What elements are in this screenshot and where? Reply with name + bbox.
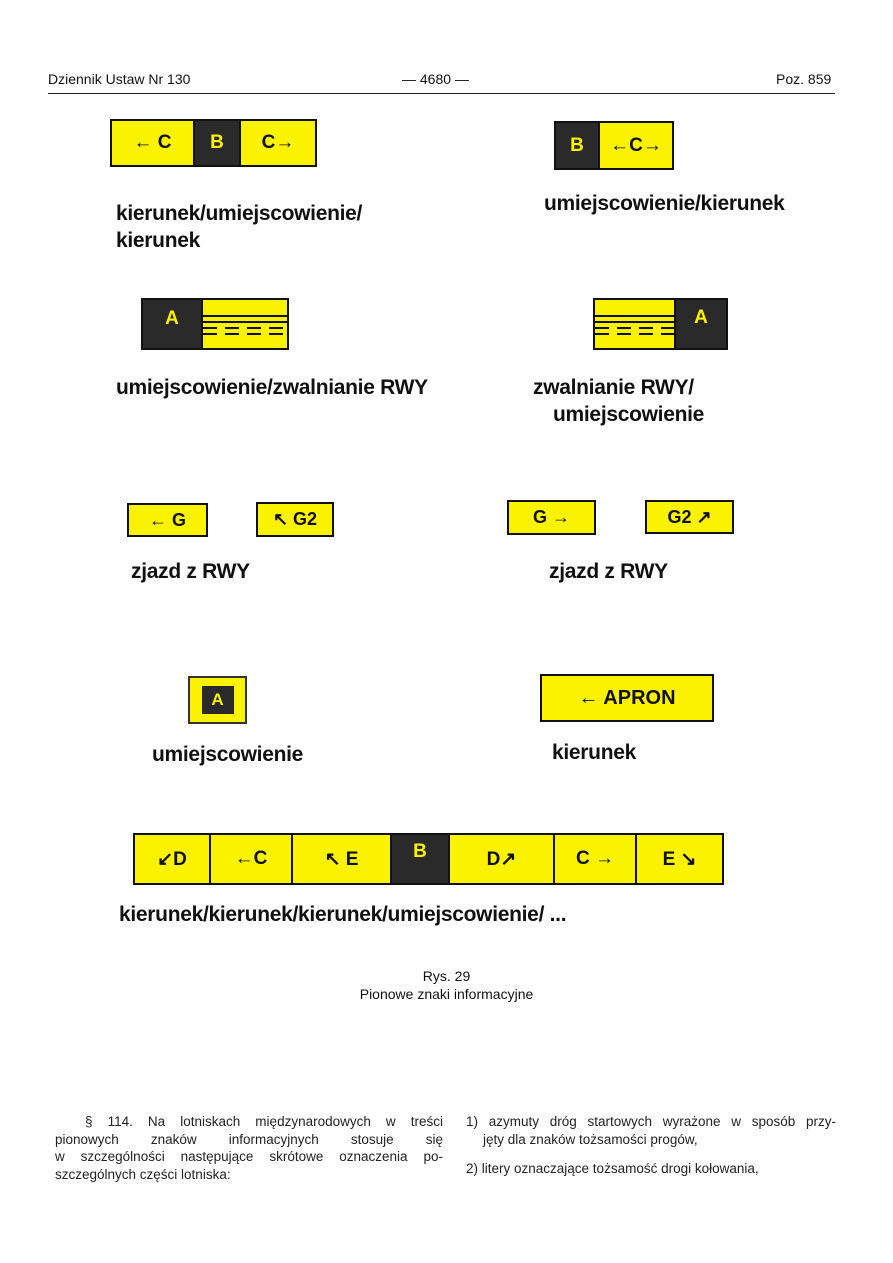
sign-cell: ↖ G2: [258, 504, 332, 535]
page-number: — 4680 —: [402, 71, 469, 87]
caption: umiejscowienie/zwalnianie RWY: [116, 376, 428, 399]
text-line: w szczególności następujące skrótowe oznaczenia po-: [55, 1149, 443, 1165]
sign-cell: ←C→: [598, 123, 672, 168]
sign-direction-location-direction: [110, 119, 317, 167]
sign-cell: G2 ↗: [647, 502, 732, 532]
sign-cell-location: A: [143, 300, 201, 348]
sign-runway-exit-upright: [645, 500, 734, 534]
sign-cell-location: B: [390, 835, 448, 883]
text-line: § 114. Na lotniskach międzynarodowych w treści: [85, 1114, 443, 1129]
caption: zjazd z RWY: [549, 560, 668, 583]
text-line: pionowych znaków informacyjnych stosuje się: [55, 1131, 443, 1147]
sign-runway-exit-right: [507, 500, 596, 535]
sign-cell-location: A: [674, 300, 726, 348]
caption: umiejscowienie/kierunek: [544, 192, 785, 215]
caption-line: zwalnianie RWY/: [533, 376, 694, 399]
list-item: 2) litery oznaczające tożsamość drogi kołowania,: [466, 1161, 759, 1176]
sign-cell: ← APRON: [542, 676, 712, 720]
caption: zjazd z RWY: [131, 560, 250, 583]
runway-exit-marking: [201, 300, 287, 348]
sign-cell-location: A: [202, 686, 234, 714]
sign-cell: C→: [239, 121, 315, 165]
sign-runway-exit-upleft: [256, 502, 334, 537]
caption-line: kierunek/umiejscowienie/: [116, 202, 363, 225]
sign-runway-exit-left: [127, 503, 208, 537]
sign-background: [190, 678, 245, 722]
sign-cell: ←C: [209, 835, 291, 883]
text-line: szczególnych części lotniska:: [55, 1166, 231, 1182]
figure-title: Pionowe znaki informacyjne: [359, 985, 534, 1002]
sign-direction-array: [133, 833, 724, 885]
stripe-line: [595, 321, 674, 323]
stripe-line: [203, 321, 287, 323]
list-item: [466, 1113, 836, 1148]
stripe-line: [595, 315, 674, 317]
stripe-line: [203, 315, 287, 317]
sign-cell-location: B: [556, 123, 598, 168]
sign-location: [188, 676, 247, 724]
runway-exit-marking: [595, 300, 674, 348]
sign-cell: E ↘: [635, 835, 722, 883]
sign-cell: D↗: [448, 835, 553, 883]
caption: [533, 374, 704, 429]
caption: kierunek: [552, 741, 636, 764]
sign-cell: ↙D: [135, 835, 209, 883]
text-line: jęty dla znaków tożsamości progów,: [483, 1131, 698, 1147]
figure-caption: [0, 968, 893, 1003]
sign-cell: G →: [509, 502, 594, 533]
sign-cell: ← C: [112, 121, 193, 165]
sign-location-runway-exit: [141, 298, 289, 350]
caption: kierunek/kierunek/kierunek/umiejscowienie/ ...: [119, 903, 567, 926]
caption-line: umiejscowienie: [553, 403, 705, 427]
stripe-dash: [203, 333, 287, 335]
caption-line: kierunek: [116, 229, 200, 253]
sign-cell-location: B: [193, 121, 239, 165]
sign-cell: C →: [553, 835, 635, 883]
sign-location-direction: [554, 121, 674, 170]
header-rule: [48, 93, 835, 94]
running-header-left: Dziennik Ustaw Nr 130: [48, 71, 191, 87]
caption: [116, 200, 362, 255]
figure-number: Rys. 29: [422, 968, 471, 984]
paragraph-114: [55, 1113, 443, 1183]
sign-direction-apron: [540, 674, 714, 722]
sign-cell: ↖ E: [291, 835, 390, 883]
sign-cell: ← G: [129, 505, 206, 535]
stripe-dash: [595, 333, 674, 335]
caption: umiejscowienie: [152, 743, 304, 766]
stripe-dash: [595, 327, 674, 329]
running-header-right: Poz. 859: [776, 71, 832, 87]
stripe-dash: [203, 327, 287, 329]
text-line: 1) azymuty dróg startowych wyrażone w sposób przy-: [466, 1114, 836, 1129]
sign-runway-exit-location: [593, 298, 728, 350]
